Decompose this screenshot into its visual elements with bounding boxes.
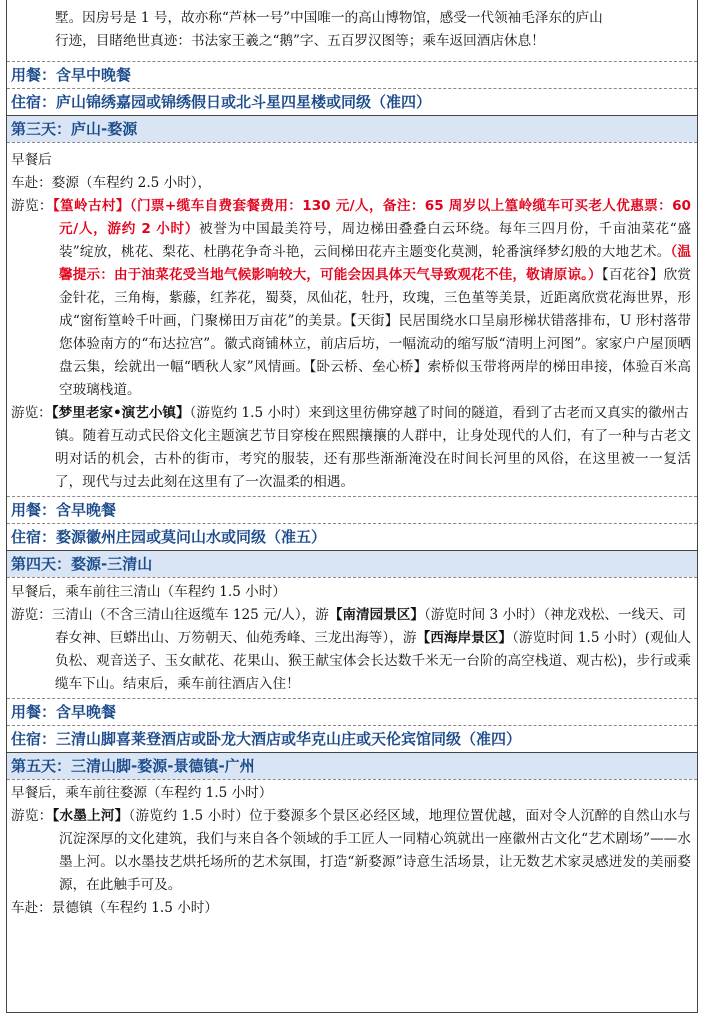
- day4-tour-label: 游览：: [11, 607, 52, 623]
- day3-body: [7, 142, 697, 496]
- day5-tour-label: 游览：: [11, 808, 53, 824]
- day5-breakfast: 早餐后，乘车前往婺源（车程约 1.5 小时）: [11, 785, 273, 801]
- day3-breakfast: 早餐后: [11, 152, 52, 168]
- day3-tour2-cont: 镇。随着互动式民俗文化主题演艺节目穿梭在熙熙攘攘的人群中，让身处现代的人们，有了一种与古老文明对话的机会，古朴的街市，考究的服装，还有那些渐渐淹没在时间长河里的风俗，在这里被一一复活了，现代与过去此刻在这里有了一次温柔的相遇。: [55, 428, 691, 490]
- day4-spot2: 【西海岸景区】: [416, 630, 513, 646]
- day3-tour1-name: 【篁岭古村】: [52, 198, 130, 214]
- day5-tour: [7, 805, 697, 897]
- day4-tour-line1a: 三清山（不含三清山往返缆车 125 元/人），游: [51, 607, 329, 623]
- intro-line-2: 行迹，目睹绝世真迹：书法家王羲之“鹅”字、五百罗汉图等；乘车返回酒店休息！: [55, 33, 545, 49]
- day4-tour-cont: [7, 627, 697, 698]
- day3-tour1-more: 【百花谷】欣赏金针花，三角梅，紫藤，红荞花，蜀葵，凤仙花，牡丹，玫瑰，三色堇等美景，近距离欣赏花海世界，形成“窗衔篁岭千叶画，门聚梯田万亩花”的美景。【天街】民居围绕水口呈扇形梯状错落排布，U 形村落带您体验南方的“布达拉宫”。徽式商铺林立，前店后坊，一幅流动的缩写版“清明上河图”。家家户户屋顶晒盘云集，绘就出一幅“晒秋人家”风情画。【卧云桥、垒心桥】索桥似玉带将两岸的梯田串接，体验百米高空玻璃栈道。: [59, 267, 691, 398]
- day5-tour-desc: （游览约 1.5 小时）位于婺源多个景区必经区域，地理位置优越，面对令人沉醉的自然山水与沉淀深厚的文化建筑，我们与来自各个领域的手工匠人一同精心筑就出一座徽州古文化“艺术剧场”——水墨上河。以水墨技艺烘托场所的艺术氛围，打造“新婺源”诗意生活场景，让无数艺术家灵感迸发的美丽婺源，在此触手可及。: [59, 808, 692, 893]
- intro-section: [7, 0, 697, 61]
- day4-tour-line2a: 春女神、巨蟒出山、万笏朝天、仙苑秀峰、三龙出海等），游: [55, 630, 417, 646]
- day4-breakfast: 早餐后，乘车前往三清山（车程约 1.5 小时）: [11, 584, 286, 600]
- day3-tour1-tip: （温馨提示：由于油菜花受当地气候影响较大，可能会因具体天气导致观花不佳，敬请原谅。）: [59, 244, 691, 283]
- day2-hotel: 住宿：庐山锦绣嘉园或锦绣假日或北斗星四星楼或同级（准四）: [7, 88, 697, 115]
- day3-tour2-label: 游览：: [11, 405, 52, 421]
- day4-body: [7, 577, 697, 698]
- day3-tour1-price: （门票+缆车自费套餐费用：130 元/人，备注：65 周岁以上篁岭缆车可买老人优惠票：60 元/人，游约 2 小时）: [59, 198, 691, 237]
- day3-tour1: [7, 195, 697, 402]
- day3-tour2-name: 【梦里老家•演艺小镇】: [51, 405, 190, 421]
- day3-tour1-desc: 被誉为中国最美符号，周边梯田叠叠白云环绕。每年三四月份，千亩油菜花“盛装”绽放，桃花、梨花、杜鹃花争奇斗艳，云间梯田花卉主题变化莫测，轮番演绎梦幻般的大地艺术。: [59, 221, 691, 260]
- day3-meals: 用餐：含早晚餐: [7, 496, 697, 523]
- day4-hotel: 住宿：三清山脚喜莱登酒店或卧龙大酒店或华克山庄或天伦宾馆同级（准四）: [7, 725, 697, 752]
- day3-tour2-line1: （游览约 1.5 小时）来到这里彷佛穿越了时间的隧道，看到了古老而又真实的徽州古: [189, 405, 689, 421]
- day4-spot1: 【南清园景区】: [328, 607, 424, 623]
- day5-drive: 车赴：景德镇（车程约 1.5 小时）: [11, 900, 218, 916]
- day5-title: 第五天：三清山脚-婺源-景德镇-广州: [7, 752, 697, 779]
- itinerary-document: [6, 0, 698, 1013]
- intro-line-1: 墅。因房号是 1 号，故亦称“芦林一号”中国唯一的高山博物馆，感受一代领袖毛泽东的庐山: [55, 10, 603, 26]
- day4-tour: [7, 604, 697, 627]
- day2-meals: 用餐：含早中晚餐: [7, 61, 697, 88]
- day5-tour-name: 【水墨上河】: [52, 808, 129, 824]
- day3-tour1-label: 游览：: [11, 198, 53, 214]
- day4-tour-line1b: （游览时间 3 小时）（神龙戏松、一线天、司: [424, 607, 686, 623]
- day4-tour-line2b: （游览时间 1.5 小时）(观仙人负松、观音送子、玉女献花、花果山、猴王献宝体会长达数千米无一台阶的高空栈道、观古松)，步行或乘缆车下山。结束后，乘车前往酒店入住！: [55, 630, 692, 692]
- day3-title: 第三天：庐山-婺源: [7, 115, 697, 142]
- day3-tour2: [7, 402, 697, 425]
- day4-meals: 用餐：含早晚餐: [7, 698, 697, 725]
- day3-drive: 车赴：婺源（车程约 2.5 小时），: [11, 175, 212, 191]
- day5-body: [7, 779, 697, 920]
- day4-title: 第四天：婺源-三清山: [7, 550, 697, 577]
- day3-hotel: 住宿：婺源徽州庄园或莫问山水或同级（准五）: [7, 523, 697, 550]
